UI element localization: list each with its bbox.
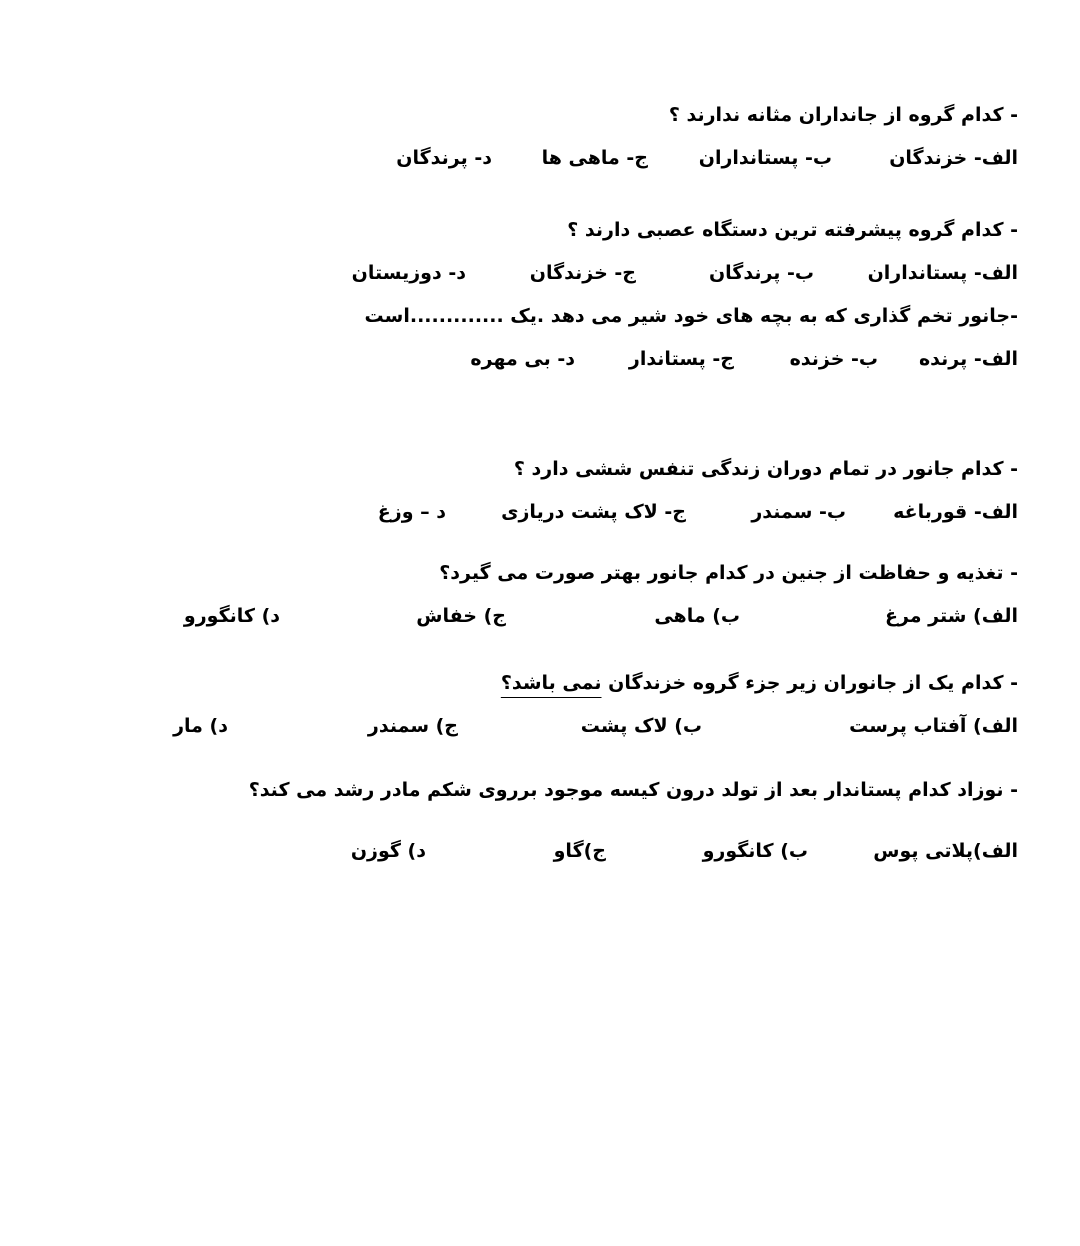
question-3-option-b: ب- خزنده [789, 348, 878, 370]
question-4-option-b: ب- سمندر [751, 501, 846, 523]
question-6-option-a: الف) آفتاب پرست [849, 715, 1018, 737]
question-6-underlined-text: نمی باشد؟ [500, 672, 602, 694]
question-2-option-a: الف- پستانداران [867, 262, 1018, 284]
question-2-option-c: ج- خزندگان [529, 262, 636, 284]
question-1-option-d: د- پرندگان [396, 147, 492, 169]
question-1-option-b: ب- پستانداران [698, 147, 832, 169]
question-4-option-c: ج- لاک پشت دریازی [501, 501, 686, 523]
question-6 [501, 674, 1018, 693]
question-3-option-d: د- بی مهره [470, 348, 575, 370]
question-5-option-b: ب) ماهی [654, 605, 740, 627]
question-5-option-c: ج) خفاش [416, 605, 506, 627]
question-2-option-b: ب- پرندگان [708, 262, 814, 284]
question-5-option-d: د) کانگورو [183, 605, 280, 627]
question-6-option-d: د) مار [173, 715, 228, 737]
question-2-option-d: د- دوزیستان [351, 262, 466, 284]
question-5-option-a: الف) شتر مرغ [884, 605, 1018, 627]
question-7-option-b: ب) کانگورو [702, 840, 808, 862]
question-1-option-a: الف- خزندگان [889, 147, 1018, 169]
question-2: - کدام گروه پیشرفته ترین دستگاه عصبی دارند ؟ [567, 219, 1018, 241]
question-7-option-d: د) گوزن [350, 840, 426, 862]
question-3: -جانور تخم گذاری که به بچه های خود شیر می دهد .یک .............است [364, 305, 1018, 327]
question-7-option-c: ج)گاو [553, 840, 606, 862]
question-1: - کدام گروه از جانداران مثانه ندارند ؟ [668, 104, 1018, 126]
question-7-option-a: الف)پلاتی پوس [873, 840, 1018, 862]
question-3-option-a: الف- پرنده [918, 348, 1018, 370]
question-6-text: - کدام یک از جانوران زیر جزء گروه خزندگان [601, 672, 1018, 694]
question-4-option-a: الف- قورباغه [893, 501, 1018, 523]
question-3-option-c: ج- پستاندار [628, 348, 734, 370]
question-5: - تغذیه و حفاظت از جنین در کدام جانور بهتر صورت می گیرد؟ [439, 562, 1018, 584]
question-4-option-d: د – وزغ [377, 501, 446, 523]
question-7: - نوزاد کدام پستاندار بعد از تولد درون کیسه موجود برروی شکم مادر رشد می کند؟ [248, 779, 1018, 801]
question-6-option-b: ب) لاک پشت [580, 715, 702, 737]
question-4: - کدام جانور در تمام دوران زندگی تنفس ششی دارد ؟ [513, 458, 1018, 480]
question-6-option-c: ج) سمندر [367, 715, 458, 737]
question-1-option-c: ج- ماهی ها [541, 147, 648, 169]
